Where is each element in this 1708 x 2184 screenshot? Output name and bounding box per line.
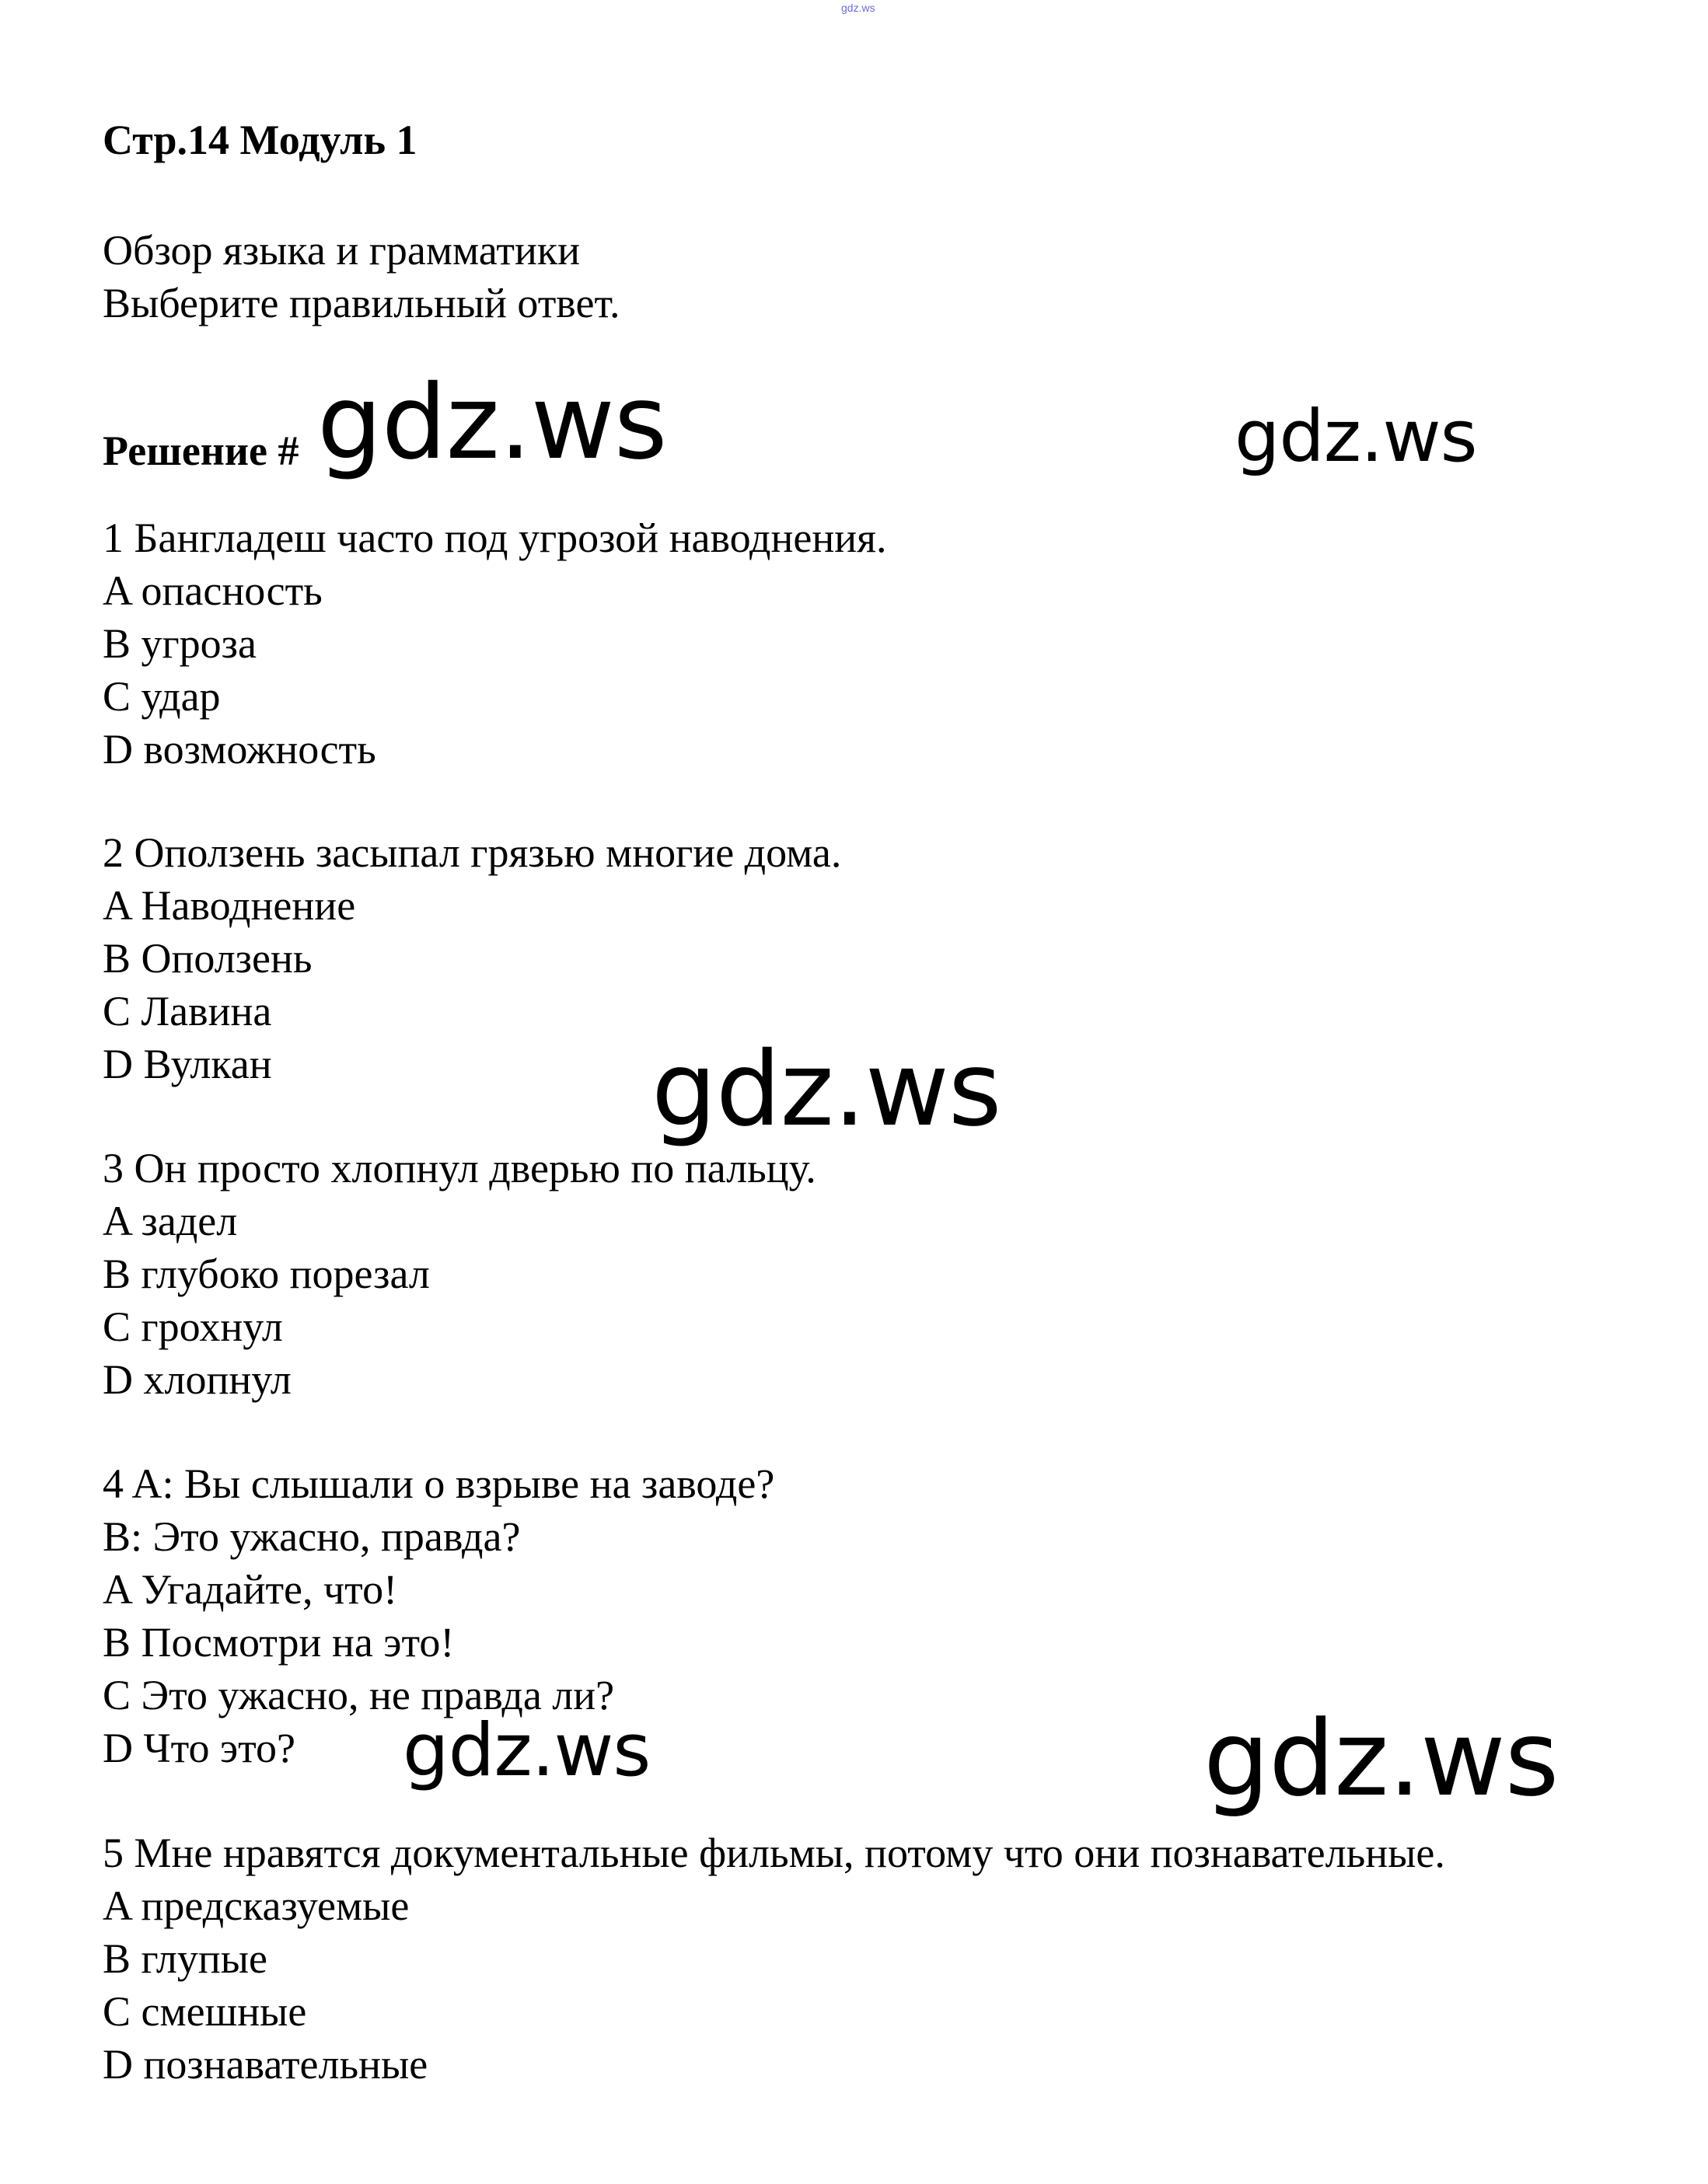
option-c: C смешные xyxy=(103,1988,307,2035)
question-stem: 5 Мне нравятся документальные фильмы, потому что они познавательные. xyxy=(103,1830,1445,1876)
question-stem-reply: B: Это ужасно, правда? xyxy=(103,1513,521,1560)
option-c: C Лавина xyxy=(103,988,272,1034)
option-a: A предсказуемые xyxy=(103,1882,410,1929)
solution-label: Решение # xyxy=(103,427,299,474)
option-b: B глупые xyxy=(103,1935,268,1982)
option-b: B глубоко порезал xyxy=(103,1251,430,1297)
option-b: B угроза xyxy=(103,620,257,667)
option-d: D возможность xyxy=(103,726,376,773)
watermark-2: gdz.ws xyxy=(1235,395,1477,478)
question-stem: 3 Он просто хлопнул дверью по пальцу. xyxy=(103,1145,816,1191)
intro-instruction: Выберите правильный ответ. xyxy=(103,280,620,326)
option-a: A опасность xyxy=(103,567,323,614)
option-c: C удар xyxy=(103,673,221,720)
option-d: D Вулкан xyxy=(103,1041,272,1087)
option-c: C грохнул xyxy=(103,1303,283,1350)
option-a: A задел xyxy=(103,1198,238,1244)
option-b: B Посмотри на это! xyxy=(103,1619,455,1666)
top-watermark: gdz.ws xyxy=(841,2,875,14)
watermark-3: gdz.ws xyxy=(651,1030,1001,1150)
intro-heading: Обзор языка и грамматики xyxy=(103,227,581,274)
question-stem: 2 Оползень засыпал грязью многие дома. xyxy=(103,829,842,876)
option-b: B Оползень xyxy=(103,935,313,982)
question-5 xyxy=(103,1826,1445,2091)
question-3 xyxy=(103,1142,816,1406)
intro-block xyxy=(103,224,620,330)
option-a: A Наводнение xyxy=(103,882,356,929)
question-stem: 1 Бангладеш часто под угрозой наводнения. xyxy=(103,515,887,561)
option-d: D Что это? xyxy=(103,1725,296,1771)
option-d: D познавательные xyxy=(103,2041,428,2088)
option-d: D хлопнул xyxy=(103,1356,292,1403)
watermark-5: gdz.ws xyxy=(1203,1698,1559,1819)
watermark-4: gdz.ws xyxy=(403,1708,651,1793)
page-title: Стр.14 Модуль 1 xyxy=(103,117,417,163)
question-1 xyxy=(103,511,887,776)
option-c: C Это ужасно, не правда ли? xyxy=(103,1672,615,1718)
question-stem: 4 A: Вы слышали о взрыве на заводе? xyxy=(103,1460,775,1507)
watermark-1: gdz.ws xyxy=(317,363,667,483)
option-a: A Угадайте, что! xyxy=(103,1566,398,1613)
